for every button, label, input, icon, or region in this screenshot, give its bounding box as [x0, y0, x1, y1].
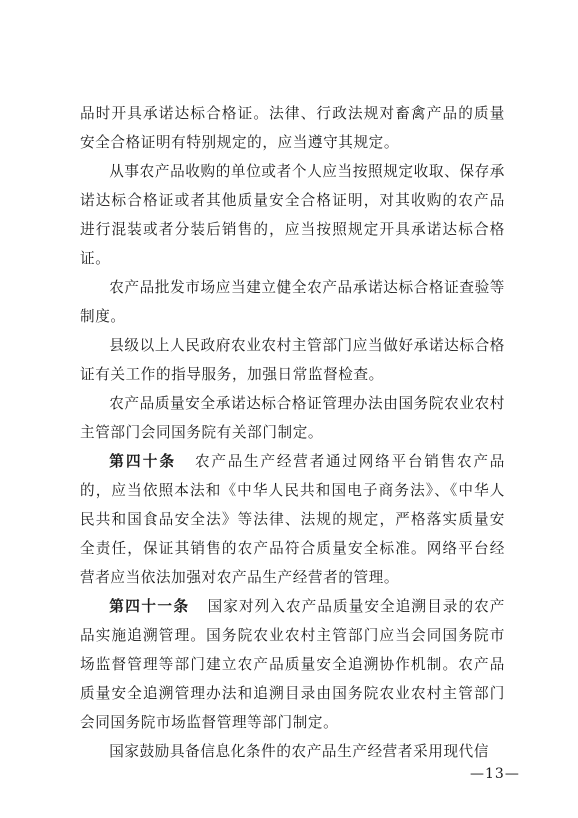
article-41-heading: 第四十一条 [109, 598, 190, 615]
paragraph-traceability-encouragement: 国家鼓励具备信息化条件的农产品生产经营者采用现代信 [109, 743, 490, 760]
article-40 [80, 447, 505, 592]
paragraph-county-guidance: 县级以上人民政府农业农村主管部门应当做好承诺达标合格证有关工作的指导服务，加强日常监督检查。 [80, 337, 505, 383]
article-41 [80, 592, 505, 737]
page-number: —13— [470, 766, 520, 782]
paragraph-purchase-certificate: 从事农产品收购的单位或者个人应当按照规定收取、保存承诺达标合格证或者其他质量安全合格证明，对其收购的农产品进行混装或者分装后销售的，应当按照规定开具承诺达标合格证。 [80, 163, 505, 267]
article-41-text: 国家对列入农产品质量安全追溯目录的农产品实施追溯管理。国务院农业农村主管部门应当会同国务院市场监督管理等部门建立农产品质量安全追溯协作机制。农产品质量安全追溯管理办法和追溯目录由国务院农业农村主管部门会同国务院市场监督管理等部门制定。 [80, 598, 505, 731]
paragraph-management-measures: 农产品质量安全承诺达标合格证管理办法由国务院农业农村主管部门会同国务院有关部门制定。 [80, 395, 505, 441]
paragraph-wholesale-market: 农产品批发市场应当建立健全农产品承诺达标合格证查验等制度。 [80, 279, 505, 325]
article-40-text: 农产品生产经营者通过网络平台销售农产品的，应当依照本法和《中华人民共和国电子商务法》、《中华人民共和国食品安全法》等法律、法规的规定，严格落实质量安全责任，保证其销售的农产品符合质量安全标准。网络平台经营者应当依法加强对农产品生产经营者的管理。 [80, 453, 505, 586]
paragraph-continuation: 品时开具承诺达标合格证。法律、行政法规对畜禽产品的质量安全合格证明有特别规定的，应当遵守其规定。 [80, 105, 505, 151]
article-40-heading: 第四十条 [109, 453, 177, 470]
document-body [80, 99, 505, 766]
